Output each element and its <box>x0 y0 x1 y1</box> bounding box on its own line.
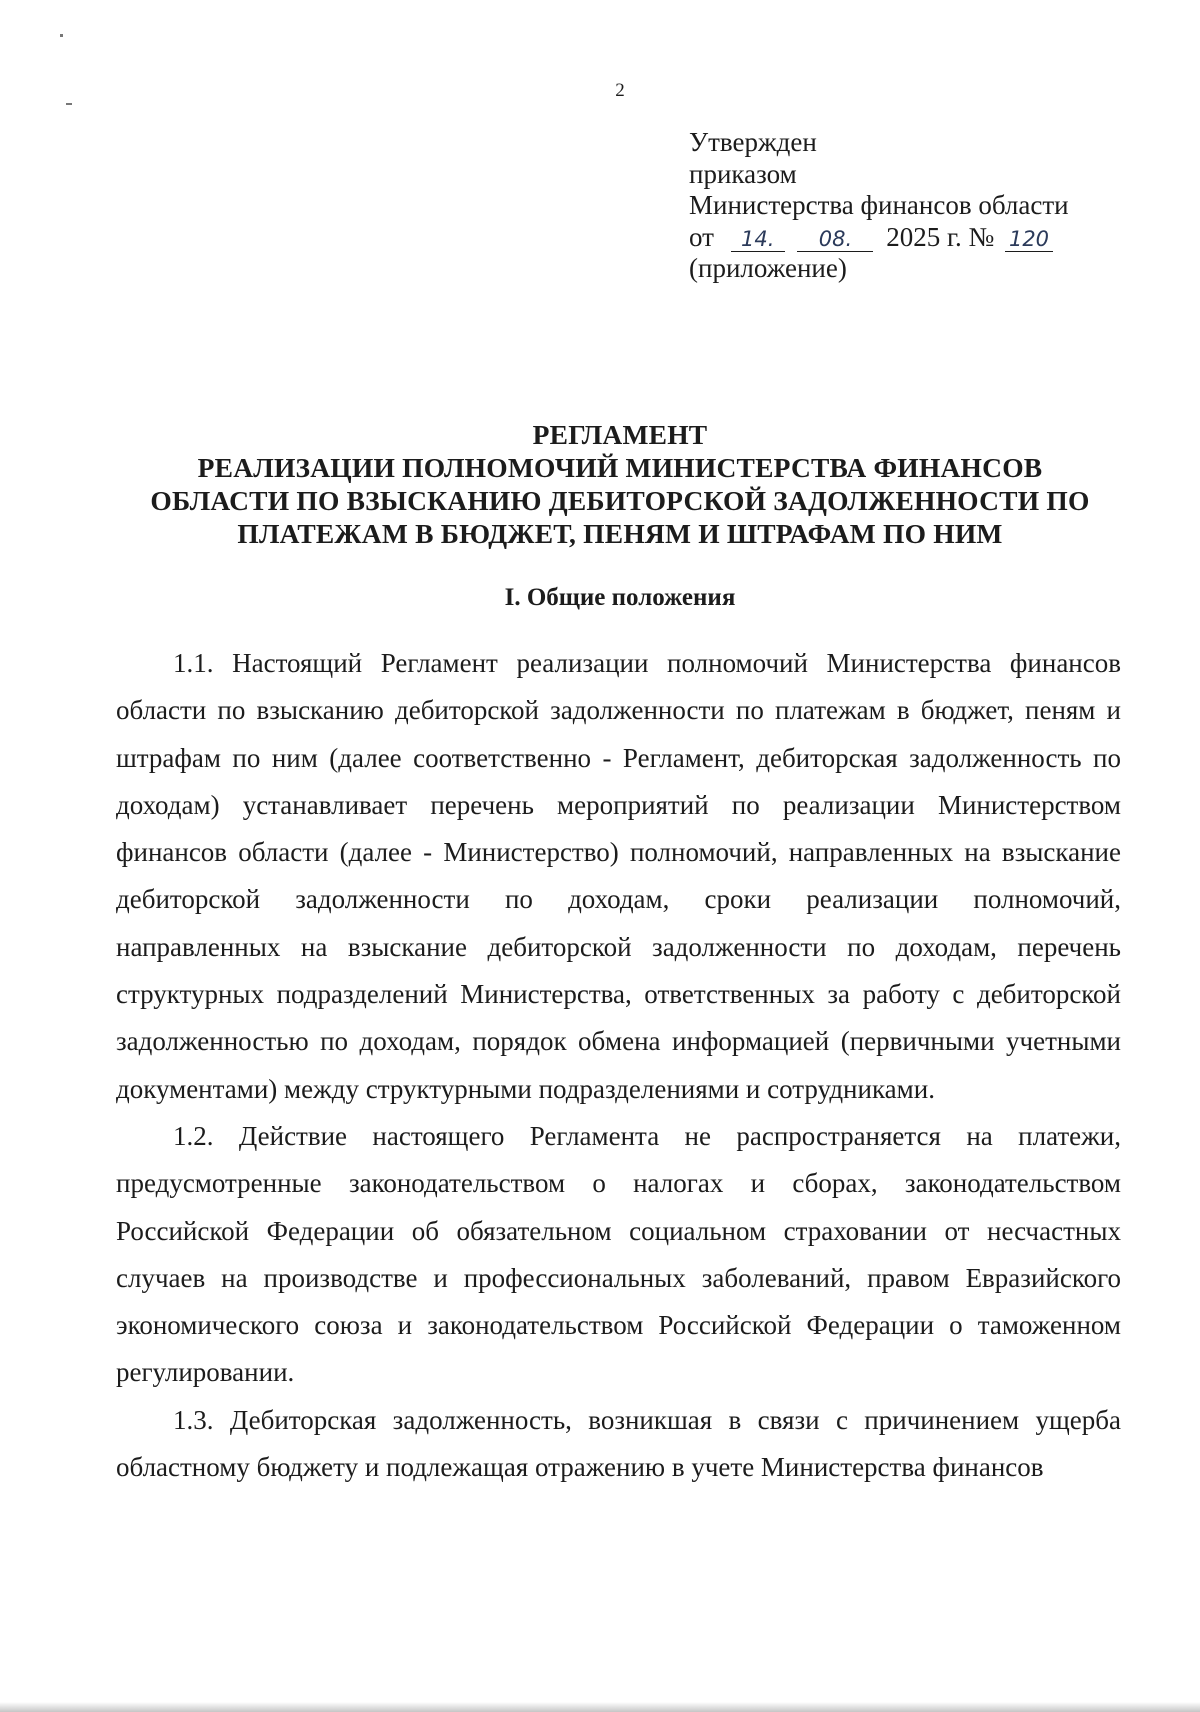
title-line-1: РЕГЛАМЕНТ <box>532 419 708 450</box>
section-heading: I. Общие положения <box>504 584 736 611</box>
title-line-2: РЕАЛИЗАЦИИ ПОЛНОМОЧИЙ МИНИСТЕРСТВА ФИНАНСОВ <box>197 452 1043 483</box>
paragraph-1-3: 1.3. Дебиторская задолженность, возникшая в связи с причинением ущерба областному бюджету и подлежащая отражению в учете Министерства финансов <box>116 1404 1121 1483</box>
paragraph-1-2: 1.2. Действие настоящего Регламента не распространяется на платежи, предусмотренные законодательством о налогах и сборах, законодательством Российской Федерации об обязательном социальном страховании от несчастных случаев на производстве и профессиональных заболеваний, правом Евразийского экономического союза и законодательством Российской Федерации о таможенном регулировании. <box>116 1120 1121 1388</box>
approval-line-approved: Утвержден <box>689 127 817 157</box>
handwritten-day: 14. <box>731 227 785 252</box>
date-prefix: от <box>689 221 714 252</box>
scan-speck <box>60 34 63 37</box>
approval-line-order: приказом <box>689 158 797 189</box>
handwritten-month: 08. <box>797 227 873 252</box>
document-title <box>110 418 1130 550</box>
page-number: 2 <box>615 80 625 101</box>
paragraph-1-1: 1.1. Настоящий Регламент реализации полномочий Министерства финансов области по взысканию дебиторской задолженности по платежам в бюджет, пеням и штрафам по ним (далее соответственно - Регламент, дебиторская задолженность по доходам) устанавливает перечень мероприятий по реализации Министерством финансов области (далее - Министерство) полномочий, направленных на взыскание дебиторской задолженности по доходам, сроки реализации полномочий, направленных на взыскание дебиторской задолженности по доходам, перечень структурных подразделений Министерства, ответственных за работу с дебиторской задолженностью по доходам, порядок обмена информацией (первичными учетными документами) между структурными подразделениями и сотрудниками. <box>116 648 1121 1104</box>
body-text <box>116 640 1121 1491</box>
approval-date-line <box>689 222 1169 254</box>
title-line-4: ПЛАТЕЖАМ В БЮДЖЕТ, ПЕНЯМ И ШТРАФАМ ПО НИМ <box>237 518 1003 549</box>
approval-line-appendix: (приложение) <box>689 253 847 283</box>
scan-speck <box>66 103 72 105</box>
scan-edge <box>0 1702 1200 1712</box>
approval-block <box>689 127 1169 285</box>
handwritten-order-number: 120 <box>1005 227 1053 252</box>
title-line-3: ОБЛАСТИ ПО ВЗЫСКАНИЮ ДЕБИТОРСКОЙ ЗАДОЛЖЕННОСТИ ПО <box>150 485 1090 516</box>
approval-line-ministry: Министерства финансов области <box>689 190 1069 220</box>
date-year: 2025 г. № <box>886 221 995 252</box>
